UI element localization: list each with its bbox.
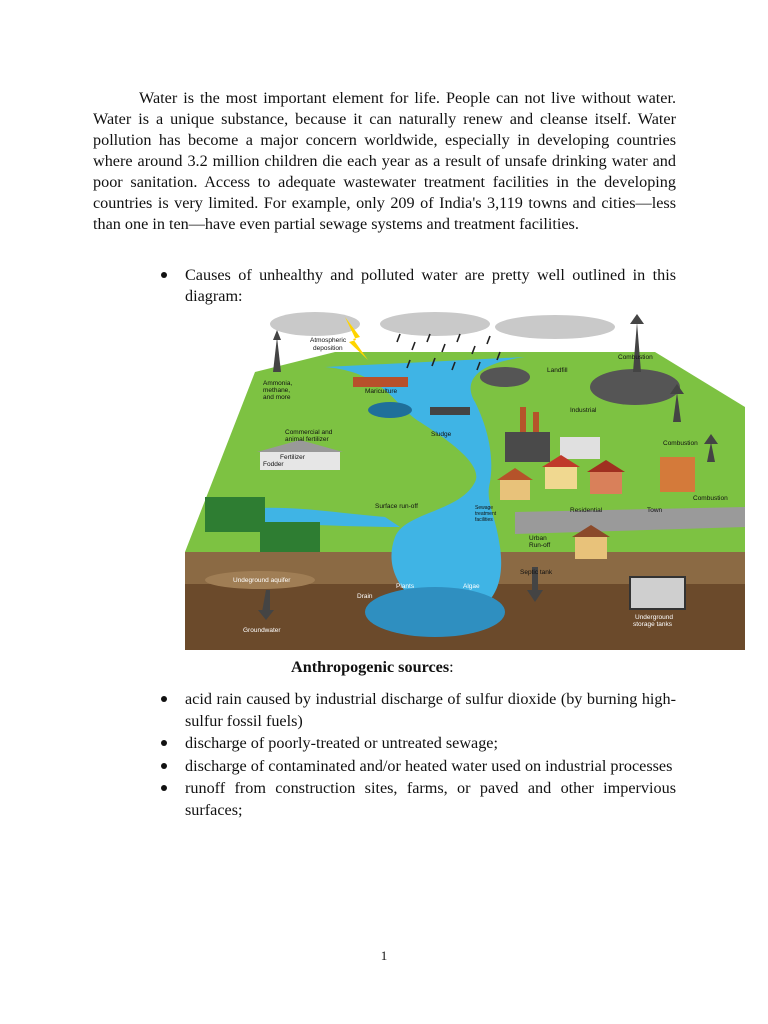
mariculture-pen xyxy=(368,402,412,418)
label-urban-runoff: Urban xyxy=(529,535,547,542)
landfill xyxy=(590,369,680,405)
svg-text:facilities: facilities xyxy=(475,517,493,523)
label-septic-tank: Septic tank xyxy=(520,569,553,576)
cloud xyxy=(270,312,360,336)
label-landfill: Landfill xyxy=(547,367,568,374)
label-combustion-mid: Combustion xyxy=(663,440,698,447)
label-residential: Residential xyxy=(570,507,603,514)
bullet-icon xyxy=(161,696,167,702)
underground-pool xyxy=(365,587,505,637)
anthropogenic-heading: Anthropogenic sources: xyxy=(291,658,454,676)
bullet-icon xyxy=(161,740,167,746)
landfill xyxy=(480,367,530,387)
list-item: discharge of contaminated and/or heated water used on industrial processes xyxy=(185,756,676,778)
bullet-icon xyxy=(161,785,167,791)
crop-field xyxy=(260,522,320,552)
list-item: acid rain caused by industrial discharge of sulfur dioxide (by burning high-sulfur fossil fuels) xyxy=(185,689,676,732)
intro-paragraph: Water is the most important element for life. People can not live without water. Water is a unique substance, because it can naturally renew and cleanse itself. Water pollution has become a major concern worldwide, especially in developing countries where around 3.2 million children die each year as a result of unsafe drinking water and poor sanitation. Access to adequate wastewater treatment facilities in the developing countries is very limited. For example, only 209 of India's 3,119 towns and cities—less than one in ten—have even partial sewage systems and treatment facilities. xyxy=(93,89,676,233)
list-item: discharge of poorly-treated or untreated sewage; xyxy=(185,733,676,755)
svg-text:storage tanks: storage tanks xyxy=(633,621,673,628)
label-drain: Drain xyxy=(357,593,373,600)
label-groundwater: Groundwater xyxy=(243,627,281,634)
label-atmospheric-deposition: Atmospheric xyxy=(310,337,347,344)
label-sewage-treatment: Sewage xyxy=(475,505,494,511)
water-pollution-diagram xyxy=(185,312,745,650)
svg-text:animal fertilizer: animal fertilizer xyxy=(285,436,329,443)
cloud xyxy=(380,312,490,336)
sources-list xyxy=(185,689,676,822)
svg-text:Run-off: Run-off xyxy=(529,542,551,549)
house-icon xyxy=(660,457,695,492)
label-surface-runoff: Surface run-off xyxy=(375,503,418,510)
label-town: Town xyxy=(647,507,663,514)
svg-text:treatment: treatment xyxy=(475,511,497,517)
label-fertilizer-fodder: Fertilizer xyxy=(280,454,305,461)
crop-field xyxy=(205,497,265,532)
svg-text:Fodder: Fodder xyxy=(263,461,284,468)
label-commercial-fertilizer: Commercial and xyxy=(285,429,333,436)
label-underground-storage: Underground xyxy=(635,614,673,621)
diagram-intro-text: Causes of unhealthy and polluted water are pretty well outlined in this diagram: xyxy=(185,266,676,305)
svg-text:deposition: deposition xyxy=(313,345,343,352)
label-combustion-low: Combustion xyxy=(693,495,728,502)
ship-icon xyxy=(353,377,408,387)
diagram-intro-bullet xyxy=(185,265,676,307)
label-algae: Algae xyxy=(463,583,480,590)
bullet-icon xyxy=(161,272,167,278)
storage-tank xyxy=(630,577,685,609)
label-plants: Plants xyxy=(396,583,415,590)
label-mariculture: Mariculture xyxy=(365,388,398,395)
label-underground-aquifer: Undeground aquifer xyxy=(233,577,291,584)
page-number: 1 xyxy=(380,948,388,963)
bullet-icon xyxy=(161,763,167,769)
svg-text:and more: and more xyxy=(263,394,291,401)
list-item: runoff from construction sites, farms, or paved and other impervious surfaces; xyxy=(185,778,676,821)
label-sludge: Sludge xyxy=(431,431,452,438)
sludge-barge xyxy=(430,407,470,415)
cloud xyxy=(495,315,615,339)
label-industrial: Industrial xyxy=(570,407,597,414)
svg-text:methane,: methane, xyxy=(263,387,291,394)
label-combustion-top: Combustion xyxy=(618,354,653,361)
label-ammonia: Ammonia, xyxy=(263,380,293,387)
